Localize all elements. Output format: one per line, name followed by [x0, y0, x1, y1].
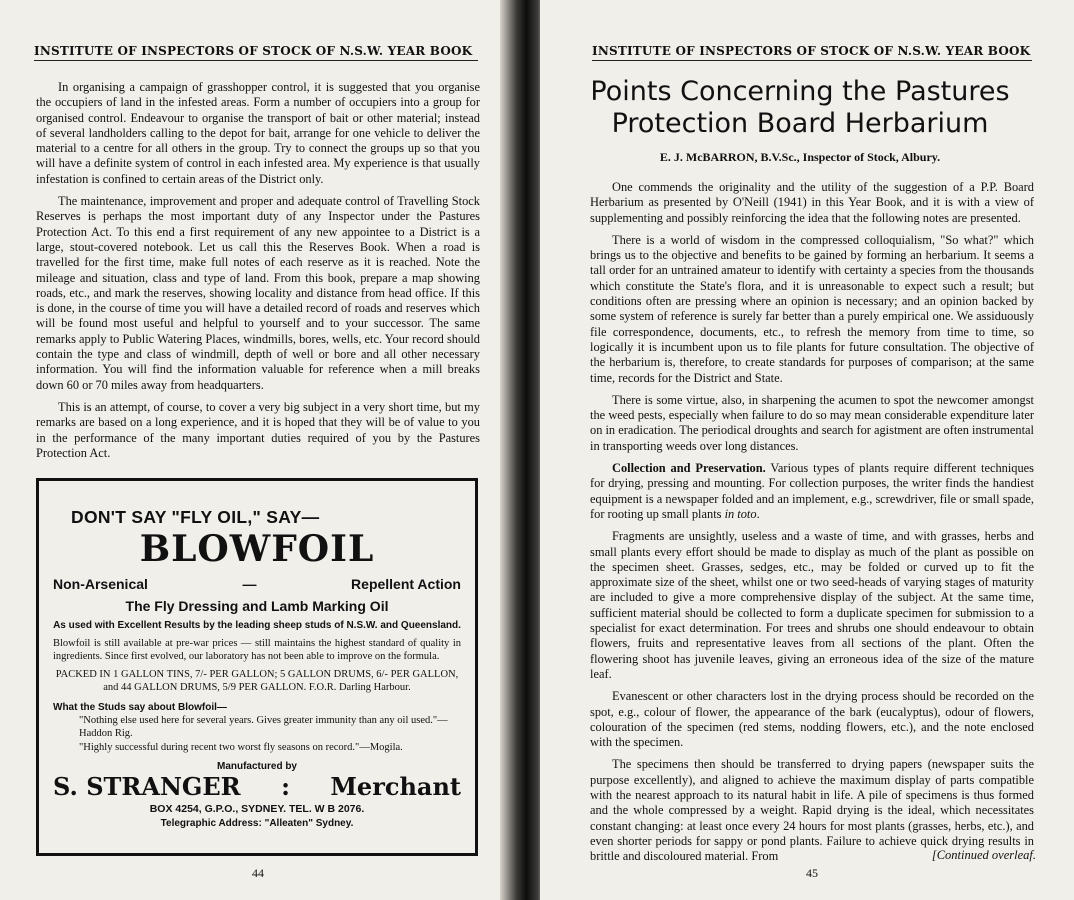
right-paragraph-1: One commends the originality and the utility of the suggestion of a P.P. Board Herbarium as presented by O'Neill (1941) in this Year Book, and it is with a view of supplementing and possibly reinforcing the idea that the following notes are presented. [590, 180, 1034, 225]
article-author: E. J. McBARRON, B.V.Sc., Inspector of Stock, Albury. [659, 150, 941, 164]
collection-italic: in toto [724, 506, 757, 521]
right-paragraph-6: Evanescent or other characters lost in the drying process should be recorded on the spot, e.g., colour of flower, the appearance of the bark (eucalyptus), odour of flowers, colouration of the specimen (red stems, nodding flowers, etc.), and the note enclosed with the specimen. [590, 689, 1034, 750]
ad-maker: S. STRANGER [53, 771, 241, 801]
collection-text: Various types of plants require different techniques for drying, pressing and mounting. For collection purposes, the writer finds the handiest equipment is a newspaper folded and an implement, e.g., screwdriver, file or small spade, for rooting up small plants [590, 461, 1035, 521]
blowfoil-advertisement [36, 478, 478, 856]
ad-colon: : [281, 771, 290, 801]
right-paragraph-2: There is a world of wisdom in the compressed colloquialism, "So what?" which brings us to the objective and benefits to be gained by forming an herbarium. It seems a tall order for an untrained amateur to identify with certainty a species from the thousands which constitute the State's flora, and it is unreasonable to expect such a result; but conditions often are pressing where an opinion is necessary; and an opinion backed by some system of reference is surely far better than a purely empirical one. We assiduously file correspondence, documents, etc., to refresh the memory from time to time, so logically it is incumbent upon us to file plants for future consultation. The objective of the herbarium is, therefore, to create standards for purposes of comparison; at the same time, records for the District and State. [590, 232, 1034, 385]
left-page-number: 44 [252, 866, 264, 880]
ad-manufactured-by: Manufactured by [216, 760, 297, 772]
ad-brand: BLOWFOIL [139, 528, 375, 570]
ad-studs-heading: What the Studs say about Blowfoil— [53, 702, 227, 713]
ad-right-claim: Repellent Action [351, 576, 461, 592]
ad-maker-trade: Merchant [330, 771, 461, 801]
left-page [0, 0, 506, 900]
right-paragraph-3: There is some virtue, also, in sharpening the acumen to spot the newcomer amongst the weed pests, especially when failure to do so may mean considerable expenditure later on in eradication. The periodical droughts and search for agistment are often instrumental in transporting weeds over long distances. [590, 392, 1034, 453]
ad-headline: DON'T SAY "FLY OIL," SAY— [71, 507, 320, 527]
collection-heading: Collection and Preservation. [612, 461, 766, 476]
right-article-text [590, 180, 1034, 871]
ad-quote-1: "Nothing else used here for several years. Gives greater immunity than any oil used."—Haddon Rig. [79, 715, 448, 739]
article-title: Points Concerning the Pastures Protection Board Herbarium [590, 76, 1010, 139]
left-paragraph-2: The maintenance, improvement and proper and adequate control of Travelling Stock Reserves is perhaps the most important duty of any Inspector under the Pastures Protection Act. To this end a first requirement of any new appointee to a District is a large, stout-covered notebook. Let us call this the Reserves Book. When a road is travelled for the first time, make full notes of each reserve as it is reached. Note the mileage and situation, class and type of land. From this book, prepare a map showing roads, etc., and mark the reserves, showing locality and distance from head office. If this is done, in the course of time you will have a detailed record of roads and reserves which will be found most useful and helpful to yourself and to your successor. The same remarks apply to Public Watering Places, windmills, bores, wells, etc. Your record should contain the type and class of windmill, depth of well or bore and all other necessary information. You will find the information valuable for reference when a mill breaks down 60 or 70 miles away from headquarters. [36, 194, 480, 392]
right-running-head: INSTITUTE OF INSPECTORS OF STOCK OF N.S.W. YEAR BOOK [592, 44, 1032, 61]
left-article-text [36, 80, 480, 468]
right-paragraph-5: Fragments are unsightly, useless and a waste of time, and with grasses, herbs and small plants every effort should be made to display as much of the plant as possible on the specimen sheet. Grasses, sedges, etc., may be folded or curved up to fit the approximate size of the sheet, whilst one or two seed-heads of varying stages of maturity are included to give a more comprehensive display of the subject. At the same time, sufficient material should be collected to form a duplicate specimen for submission to a specialist for exact determination. For trees and shrubs one should endeavour to obtain flowers, fruits and representative leaves from all sections of the plant. Often the flowering shoot has juvenile leaves, giving an erroneous idea of the size of the mature leaf. [590, 529, 1034, 681]
collection-paragraph [590, 461, 1034, 522]
ad-dash: — [242, 576, 257, 592]
ad-used-by: As used with Excellent Results by the leading sheep studs of N.S.W. and Queensland. [53, 620, 461, 631]
ad-maker-row [53, 772, 461, 801]
left-running-head: INSTITUTE OF INSPECTORS OF STOCK OF N.S.W. YEAR BOOK [34, 44, 478, 61]
right-page [540, 0, 1074, 900]
ad-telegraphic: Telegraphic Address: "Alleaten" Sydney. [160, 817, 354, 829]
ad-tagline: The Fly Dressing and Lamb Marking Oil [125, 598, 389, 614]
ad-left-claim: Non-Arsenical [53, 576, 148, 592]
ad-prices: PACKED IN 1 GALLON TINS, 7/- PER GALLON; 5 GALLON DRUMS, 6/- PER GALLON, and 44 GALLON DRUMS, 5/9 PER GALLON. F.O.R. Darling Harbour. [55, 669, 459, 693]
right-paragraph-7: The specimens then should be transferred to drying papers (newspaper suits the purpose excellently), and aligned to achieve the maximum display of parts compatible with the nearest approach to its natural habit in life. A pile of specimens is thus formed and the whole compressed by a weight. Rapid drying is the ideal, which necessitates constant changing: at least once every 24 hours for most plants (grasses, herbs, etc.), and even shorter periods for sappy or pond plants. Failure to achieve quick drying results in brittle and discoloured material. From [590, 757, 1034, 864]
ad-claims-row [53, 576, 461, 592]
collection-end: . [756, 506, 760, 521]
right-page-number: 45 [806, 866, 818, 880]
ad-address: BOX 4254, G.P.O., SYDNEY. TEL. W B 2076. [149, 802, 365, 815]
left-paragraph-3: This is an attempt, of course, to cover a very big subject in a very short time, but my remarks are based on a long experience, and it is hoped that they will be of value to you in the performance of the many important duties required of you by the Pastures Protection Act. [36, 399, 480, 460]
ad-quote-2: "Highly successful during recent two worst fly seasons on record."—Mogila. [79, 742, 403, 753]
ad-body: Blowfoil is still available at pre-war prices — still maintains the highest standard of quality in ingredients. Since first evolved, our laboratory has not been able to improve on the formula. [53, 638, 461, 662]
continued-overleaf: [Continued overleaf. [931, 848, 1036, 862]
left-paragraph-1: In organising a campaign of grasshopper control, it is suggested that you organise the occupiers of land in the infested areas. Form a number of occupiers into a group for organised control. Endeavour to organise the transport of bait or other material; instead of several landholders calling to the depot for bait, arrange for one vehicle to deliver the material to a centre for all others in the group. Try to connect the groups up so that you will have a definite system of control in each infested area. My experience is that usually infestation is confined to certain areas of the District only. [36, 80, 480, 186]
